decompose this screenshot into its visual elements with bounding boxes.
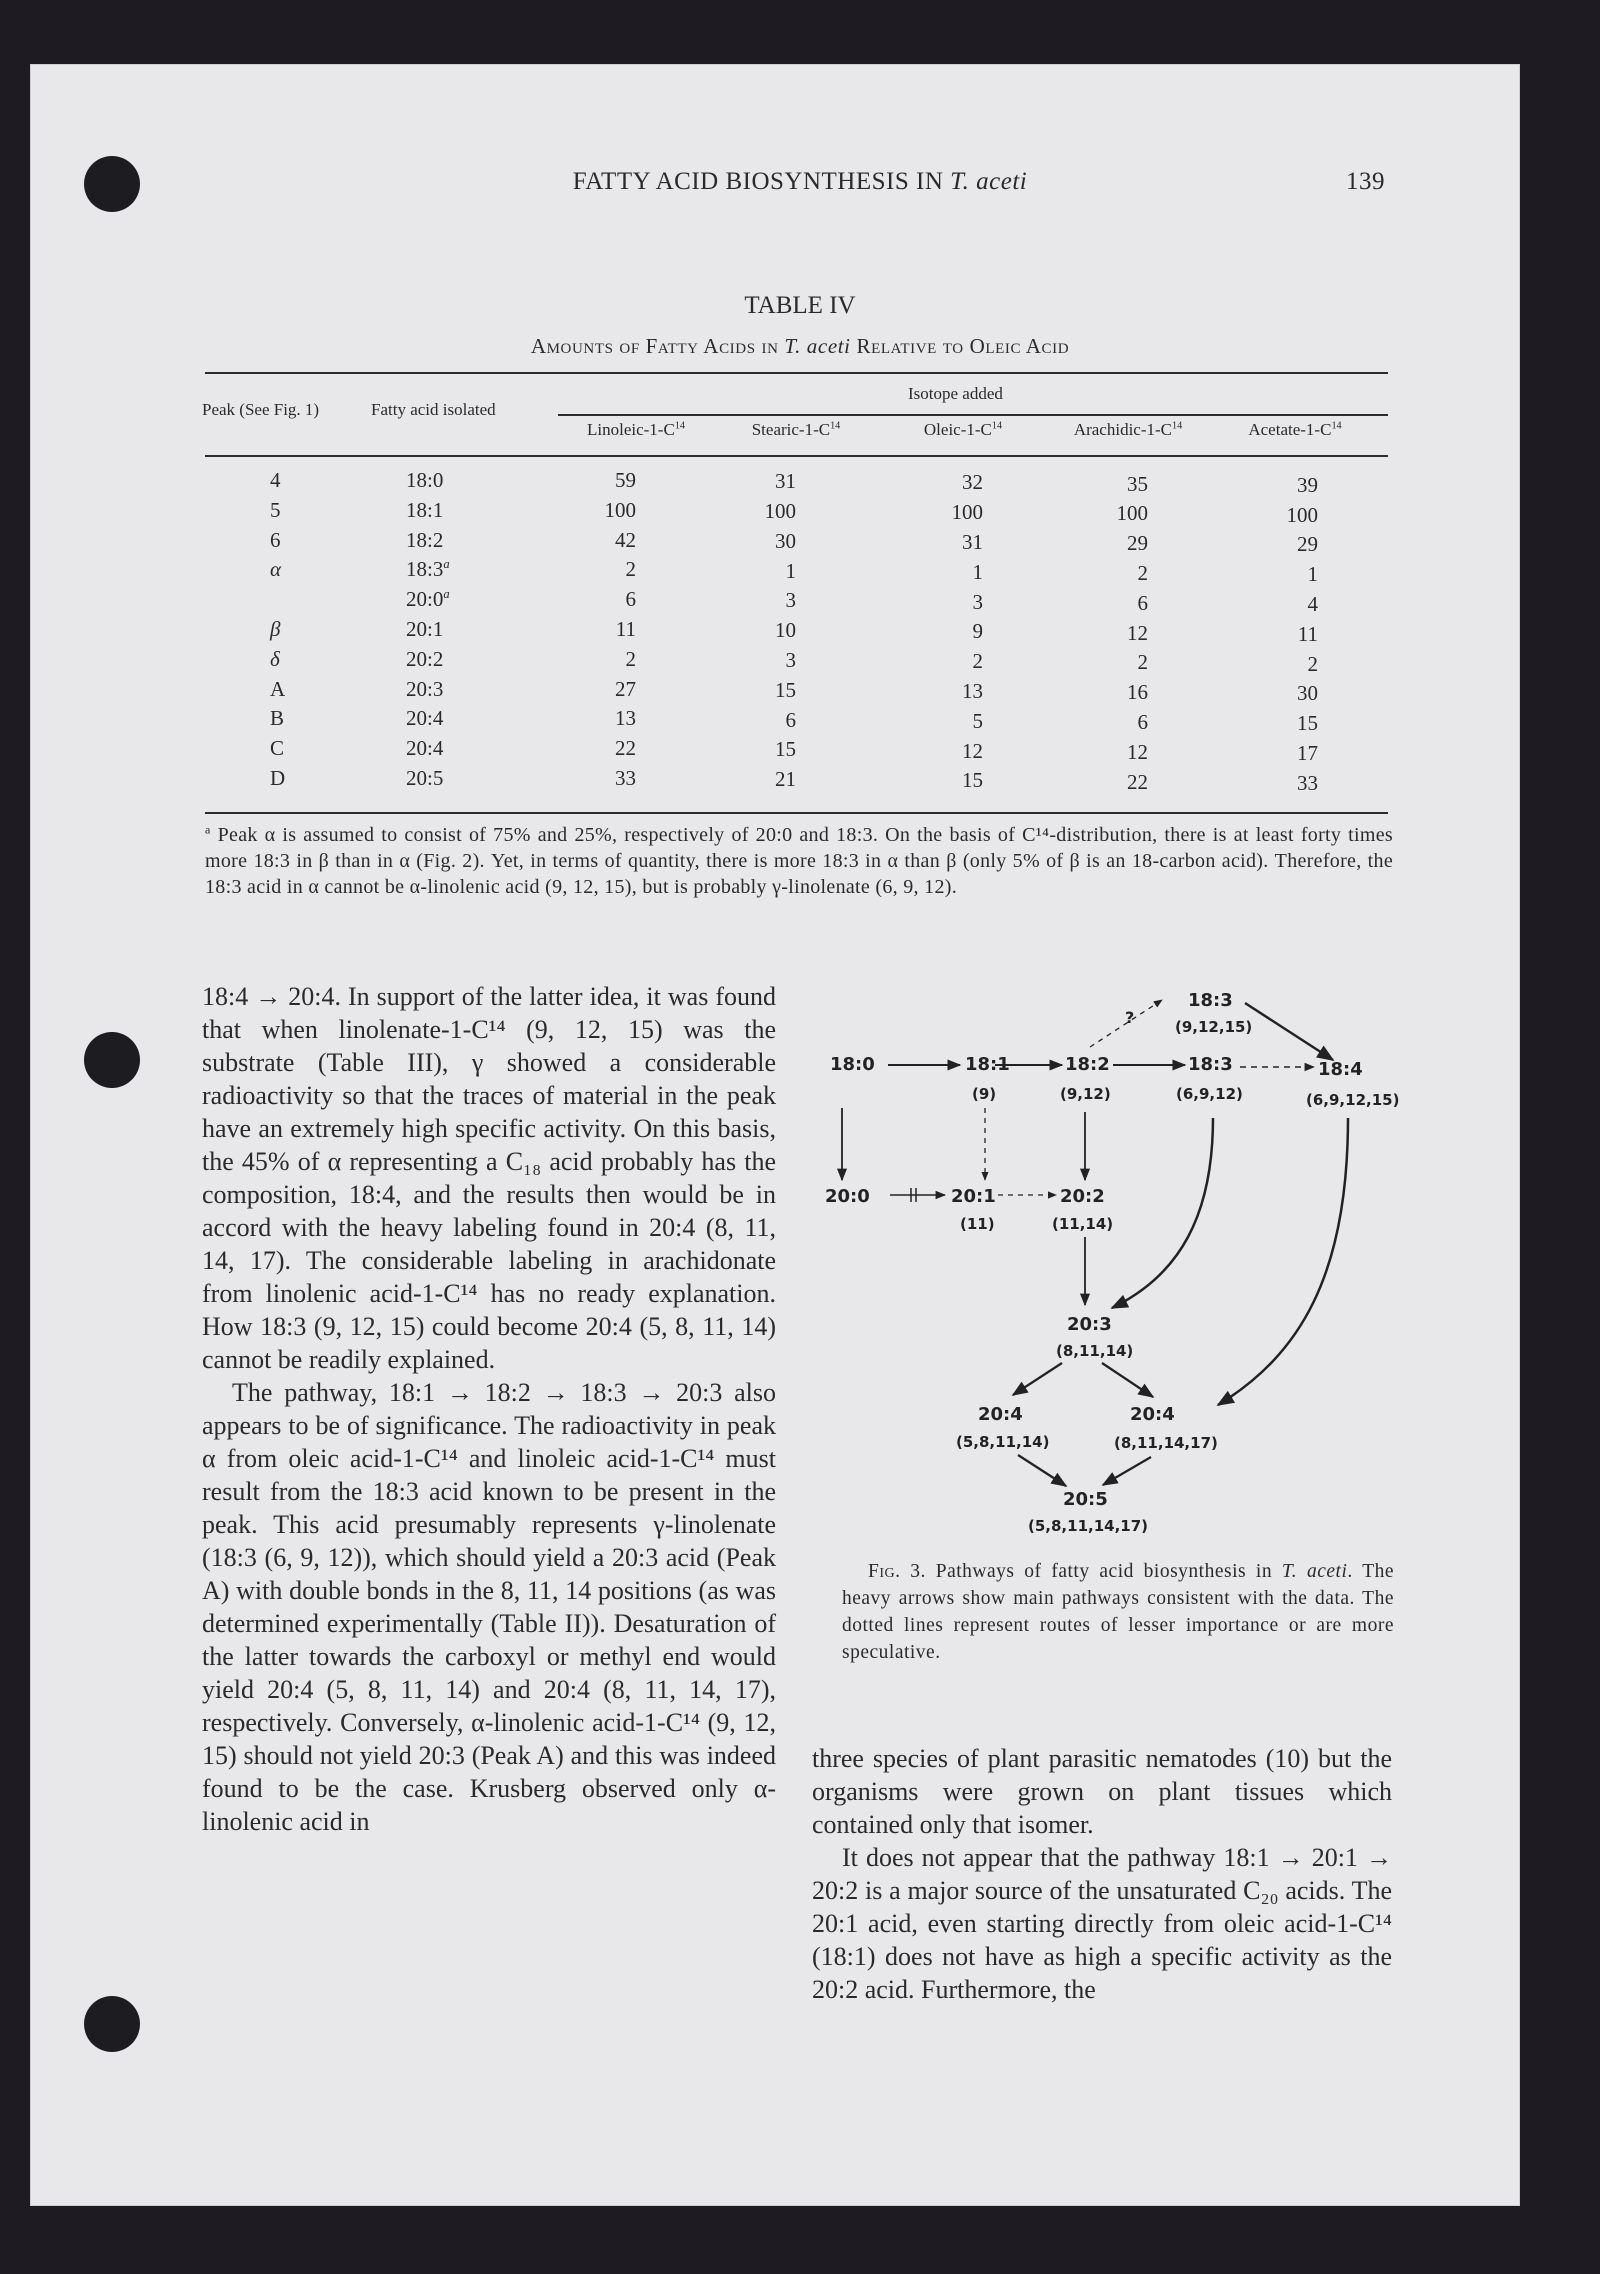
cell-fatty-acid: 20:4 (406, 736, 444, 761)
cell-fatty-acid: 18:1 (406, 497, 444, 522)
table-header-rule (205, 455, 1388, 457)
cell-fatty-acid: 18:3$^a$ (406, 557, 450, 582)
header-oleic: Oleic-$1-C^{14}$ (923, 420, 1003, 439)
cell-value: 4 (1307, 592, 1318, 616)
table-top-rule (205, 372, 1388, 374)
running-head-title: FATTY ACID BIOSYNTHESIS IN (572, 168, 944, 195)
cell-value: 13 (615, 706, 636, 731)
cell-value: 100 (1116, 501, 1148, 526)
svg-text:(5,8,11,14,17): (5,8,11,14,17) (1028, 1517, 1148, 1535)
svg-text:(8,11,14): (8,11,14) (1056, 1342, 1134, 1360)
header-peak: Peak (See Fig. 1) (202, 400, 320, 419)
cell-value: 15 (775, 737, 796, 762)
cell-value: 1 (785, 558, 796, 583)
svg-text:(6,9,12): (6,9,12) (1176, 1085, 1243, 1103)
node-18-3-gamma: 18:3 (1188, 1054, 1233, 1075)
table-caption (0, 334, 1600, 359)
table-caption-species: T. aceti (784, 334, 851, 358)
cell-value: 32 (962, 470, 983, 495)
right-paragraph-2: It does not appear that the pathway 18:1 → 20:1 → 20:2 is a major source of the unsaturated C₂₀ acids. The 20:1 acid, even starting directly from oleic acid-1-C¹⁴ (18:1) does not have as high a specific activity as the 20:2 acid. Furthermore, the (812, 1843, 1392, 2004)
cell-fatty-acid: 18:2 (406, 527, 444, 552)
svg-text:(9,12,15): (9,12,15) (1175, 1018, 1253, 1036)
cell-value: 33 (615, 766, 636, 790)
node-18-2: 18:2 (1065, 1054, 1110, 1075)
right-paragraph-1: three species of plant parasitic nematodes (10) but the organisms were grown on plant tissues which contained only that isomer. (812, 1744, 1392, 1839)
cell-value: 3 (972, 589, 983, 614)
left-paragraph-1: 18:4 → 20:4. In support of the latter idea, it was found that when linolenate-1-C¹⁴ (9, 12, 15) was the substrate (Table III), γ showed a considerable radioactivity so that the traces of material in the peak have an extremely high specific activity. On this basis, the 45% of α representing a C₁₈ acid probably has the composition, 18:4, and the results then would be in accord with the heavy labeling found in 20:4 (8, 11, 14, 17). The considerable labeling in arachidonate from linolenic acid-1-C¹⁴ has no ready explanation. How 18:3 (9, 12, 15) could become 20:4 (5, 8, 11, 14) cannot be readily explained. (202, 982, 776, 1374)
table-caption-pre: Amounts of Fatty Acids in (530, 334, 779, 358)
cell-fatty-acid: 18:0 (406, 468, 444, 492)
question-mark: ? (1125, 1008, 1135, 1027)
cell-value: 59 (615, 468, 636, 492)
left-paragraph-2: The pathway, 18:1 → 18:2 → 18:3 → 20:3 also appears to be of significance. The radioactivity in peak α from oleic acid-1-C¹⁴ and linoleic acid-1-C¹⁴ must result from the 18:3 acid known to be present in the peak. This acid presumably represents γ-linolenate (18:3 (6, 9, 12)), which should yield a 20:3 acid (Peak A) with double bonds in the 8, 11, 14 positions (as was determined experimentally (Table II)). Desaturation of the latter towards the carboxyl or methyl end would yield 20:4 (5, 8, 11, 14) and 20:4 (8, 11, 14, 17), respectively. Conversely, α-linolenic acid-1-C¹⁴ (9, 12, 15) should not yield 20:3 (Peak A) and this was indeed found to be the case. Krusberg observed only α-linolenic acid in (202, 1378, 776, 1836)
cell-value: 2 (625, 557, 636, 582)
cell-fatty-acid: 20:4 (406, 706, 444, 731)
node-20-4-b: 20:4 (1130, 1404, 1175, 1425)
cell-value: 16 (1127, 680, 1148, 705)
cell-value: 6 (1137, 590, 1148, 615)
svg-text:(5,8,11,14): (5,8,11,14) (956, 1433, 1050, 1451)
cell-value: 15 (1297, 711, 1318, 736)
cell-value: 39 (1297, 472, 1318, 497)
cell-fatty-acid: 20:1 (406, 617, 444, 641)
cell-value: 6 (625, 587, 636, 612)
cell-value: 6 (1137, 710, 1148, 734)
cell-value: 12 (1127, 620, 1148, 645)
cell-value: 42 (615, 527, 636, 552)
cell-value: 11 (615, 617, 636, 641)
node-20-2: 20:2 (1060, 1186, 1105, 1207)
cell-peak: D (270, 766, 286, 790)
cell-value: 100 (951, 500, 983, 525)
node-18-1: 18:1 (965, 1054, 1010, 1075)
cell-value: 9 (972, 619, 983, 644)
cell-value: 31 (962, 530, 983, 554)
cell-value: 29 (1127, 531, 1148, 556)
header-acetate: Acetate-$1-C^{14}$ (1248, 420, 1342, 439)
cell-value: 2 (1307, 651, 1318, 676)
figure-caption: Fig. 3. Pathways of fatty acid biosynthesis in T. aceti. The heavy arrows show main pathways consistent with the data. The dotted lines represent routes of lesser importance or are more speculative. (842, 1561, 1395, 1663)
cell-peak: β (270, 617, 281, 641)
cell-value: 12 (962, 738, 983, 763)
cell-fatty-acid: 20:0$^a$ (406, 587, 450, 612)
header-isotope-added: Isotope added (908, 384, 1003, 403)
header-fatty-acid: Fatty acid isolated (371, 400, 496, 419)
cell-value: 31 (775, 469, 796, 494)
left-column-text (202, 980, 776, 1838)
cell-peak: 6 (270, 527, 281, 552)
node-20-0: 20:0 (825, 1186, 870, 1207)
cell-value: 2 (1137, 650, 1148, 675)
cell-value: 33 (1297, 770, 1318, 795)
cell-value: 22 (615, 736, 636, 761)
header-stearic: Stearic-$1-C^{14}$ (751, 420, 841, 439)
footnote-text: Peak α is assumed to consist of 75% and 25%, respectively of 20:0 and 18:3. On the basis of C¹⁴-distribution, there is at least forty times more 18:3 in β than in α (Fig. 2). Yet, in terms of quantity, there is more 18:3 in α than β (only 5% of β is an 18-carbon acid). Therefore, the 18:3 acid in α cannot be α-linolenic acid (9, 12, 15), but is probably γ-linolenate (6, 9, 12). (205, 824, 1393, 898)
node-20-5: 20:5 (1063, 1489, 1108, 1510)
cell-fatty-acid: 20:2 (406, 646, 444, 671)
cell-fatty-acid: 20:3 (406, 676, 444, 701)
svg-text:(11): (11) (960, 1215, 995, 1233)
cell-value: 27 (615, 676, 636, 701)
cell-peak: B (270, 706, 285, 731)
cell-peak: C (270, 736, 285, 761)
cell-value: 3 (785, 588, 796, 613)
running-head-species: T. aceti (950, 168, 1028, 195)
cell-value: 11 (1297, 621, 1318, 646)
node-20-4-a: 20:4 (978, 1404, 1023, 1425)
header-linoleic: Linoleic-$1-C^{14}$ (587, 420, 685, 439)
cell-peak: 4 (270, 468, 281, 492)
cell-fatty-acid: 20:5 (406, 766, 444, 790)
cell-peak: δ (270, 646, 280, 671)
pathway-diagram (820, 975, 1420, 1555)
svg-text:(11,14): (11,14) (1052, 1215, 1114, 1233)
cell-value: 12 (1127, 739, 1148, 764)
binder-hole-middle (84, 1032, 140, 1088)
cell-peak: A (270, 676, 286, 701)
right-column-text (812, 1742, 1392, 2006)
binder-hole-bottom (84, 1996, 140, 2052)
cell-value: 17 (1297, 741, 1318, 765)
cell-value: 100 (1286, 502, 1318, 527)
cell-peak: 5 (270, 497, 281, 522)
cell-value: 100 (604, 497, 636, 522)
cell-value: 3 (785, 648, 796, 672)
cell-value: 1 (972, 559, 983, 584)
page-number: 139 (1346, 168, 1385, 195)
cell-value: 30 (1297, 681, 1318, 706)
table-bottom-rule (205, 812, 1388, 814)
cell-value: 29 (1297, 532, 1318, 557)
cell-value: 15 (775, 677, 796, 702)
running-head (0, 168, 1600, 196)
cell-value: 13 (962, 679, 983, 703)
cell-value: 21 (775, 767, 796, 792)
table-caption-post: Relative to Oleic Acid (856, 334, 1070, 358)
node-18-4: 18:4 (1318, 1059, 1363, 1080)
figure-label: Fig. 3. (868, 1561, 926, 1582)
svg-text:(8,11,14,17): (8,11,14,17) (1114, 1434, 1218, 1452)
svg-text:(9,12): (9,12) (1060, 1085, 1111, 1103)
node-18-3-alpha: 18:3 (1188, 990, 1233, 1011)
svg-text:(6,9,12,15): (6,9,12,15) (1306, 1091, 1400, 1109)
header-arachidic: Arachidic-$1-C^{14}$ (1073, 420, 1183, 439)
svg-text:(9): (9) (972, 1085, 997, 1103)
cell-value: 6 (785, 707, 796, 732)
cell-value: 15 (962, 768, 983, 793)
isotope-group-rule (558, 414, 1388, 416)
cell-value: 35 (1127, 471, 1148, 496)
cell-value: 2 (1137, 561, 1148, 585)
cell-value: 2 (625, 646, 636, 671)
node-20-3: 20:3 (1067, 1314, 1112, 1335)
footnote-marker: a (205, 822, 211, 837)
cell-value: 10 (775, 618, 796, 643)
cell-value: 22 (1127, 769, 1148, 794)
table-number: TABLE IV (744, 292, 856, 319)
cell-peak: α (270, 557, 282, 582)
cell-value: 1 (1307, 562, 1318, 587)
node-20-1: 20:1 (951, 1186, 996, 1207)
cell-value: 100 (764, 499, 796, 523)
node-18-0: 18:0 (830, 1054, 875, 1075)
table-footnote (205, 822, 1393, 900)
cell-value: 30 (775, 528, 796, 553)
cell-value: 5 (972, 708, 983, 733)
cell-value: 2 (972, 649, 983, 674)
